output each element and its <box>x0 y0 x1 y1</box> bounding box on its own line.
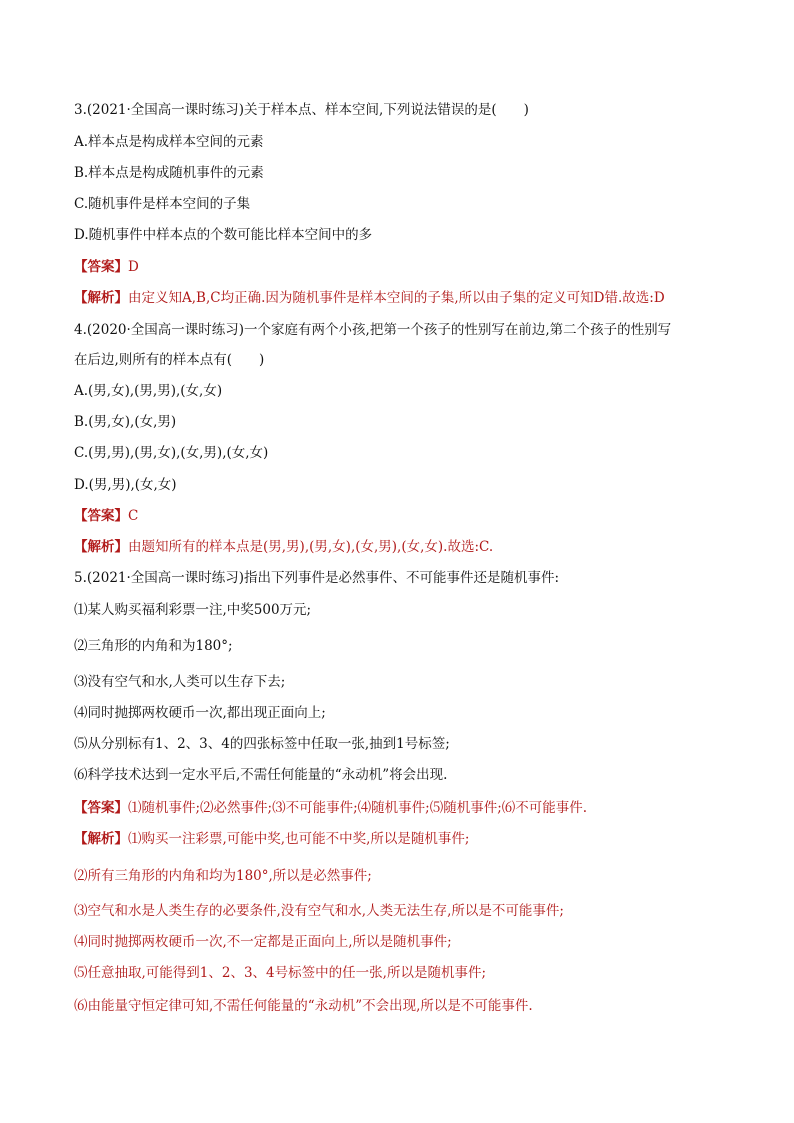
question-3-analysis <box>74 288 665 308</box>
answer-text: ⑴随机事件;⑵必然事件;⑶不可能事件;⑷随机事件;⑸随机事件;⑹不可能事件. <box>128 800 588 816</box>
question-5-item-5: ⑸从分别标有1、2、3、4的四张标签中任取一张,抽到1号标签; <box>74 736 450 752</box>
question-3-option-c: C.随机事件是样本空间的子集 <box>74 196 251 212</box>
question-4-answer <box>74 506 138 526</box>
question-3-option-b: B.样本点是构成随机事件的元素 <box>74 165 264 181</box>
analysis-text: 由定义知A,B,C均正确.因为随机事件是样本空间的子集,所以由子集的定义可知D错.故选:D <box>128 290 665 306</box>
answer-tag: 【答案】 <box>74 800 128 816</box>
question-5-answer <box>74 798 587 818</box>
question-5-item-2: ⑵三角形的内角和为180°; <box>74 638 233 654</box>
question-3-stem: 3.(2021·全国高一课时练习)关于样本点、样本空间,下列说法错误的是( ) <box>74 102 529 118</box>
question-5-analysis-line-2: ⑵所有三角形的内角和均为180°,所以是必然事件; <box>74 868 372 884</box>
question-5-item-6: ⑹科学技术达到一定水平后,不需任何能量的“永动机”将会出现. <box>74 767 448 783</box>
answer-text: C <box>128 508 139 524</box>
question-4-option-b: B.(男,女),(女,男) <box>74 414 177 430</box>
question-4-option-d: D.(男,男),(女,女) <box>74 477 177 493</box>
question-3-option-a: A.样本点是构成样本空间的元素 <box>74 134 264 150</box>
question-5-analysis-line-3: ⑶空气和水是人类生存的必要条件,没有空气和水,人类无法生存,所以是不可能事件; <box>74 903 564 919</box>
analysis-tag: 【解析】 <box>74 831 128 847</box>
question-5-item-1: ⑴某人购买福利彩票一注,中奖500万元; <box>74 602 312 618</box>
question-5-analysis-line-6: ⑹由能量守恒定律可知,不需任何能量的“永动机”不会出现,所以是不可能事件. <box>74 998 533 1014</box>
answer-tag: 【答案】 <box>74 508 128 524</box>
question-5-analysis-line-4: ⑷同时抛掷两枚硬币一次,不一定都是正面向上,所以是随机事件; <box>74 934 452 950</box>
question-3-option-d: D.随机事件中样本点的个数可能比样本空间中的多 <box>74 227 373 243</box>
question-4-option-a: A.(男,女),(男,男),(女,女) <box>74 383 223 399</box>
analysis-tag: 【解析】 <box>74 290 128 306</box>
question-5-stem: 5.(2021·全国高一课时练习)指出下列事件是必然事件、不可能事件还是随机事件: <box>74 570 560 586</box>
analysis-tag: 【解析】 <box>74 539 128 555</box>
answer-text: D <box>128 259 139 275</box>
question-4-option-c: C.(男,男),(男,女),(女,男),(女,女) <box>74 445 269 461</box>
answer-tag: 【答案】 <box>74 259 128 275</box>
analysis-text: ⑴购买一注彩票,可能中奖,也可能不中奖,所以是随机事件; <box>128 831 470 847</box>
question-4-stem-line-1: 4.(2020·全国高一课时练习)一个家庭有两个小孩,把第一个孩子的性别写在前边,第二个孩子的性别写 <box>74 322 672 338</box>
question-3-answer <box>74 257 139 277</box>
question-5-item-3: ⑶没有空气和水,人类可以生存下去; <box>74 674 286 690</box>
question-4-analysis <box>74 537 493 557</box>
question-5-analysis-line-5: ⑸任意抽取,可能得到1、2、3、4号标签中的任一张,所以是随机事件; <box>74 965 486 981</box>
question-4-stem-line-2: 在后边,则所有的样本点有( ) <box>74 352 265 368</box>
question-5-item-4: ⑷同时抛掷两枚硬币一次,都出现正面向上; <box>74 705 326 721</box>
question-5-analysis <box>74 829 469 849</box>
analysis-text: 由题知所有的样本点是(男,男),(男,女),(女,男),(女,女).故选:C. <box>128 539 494 555</box>
